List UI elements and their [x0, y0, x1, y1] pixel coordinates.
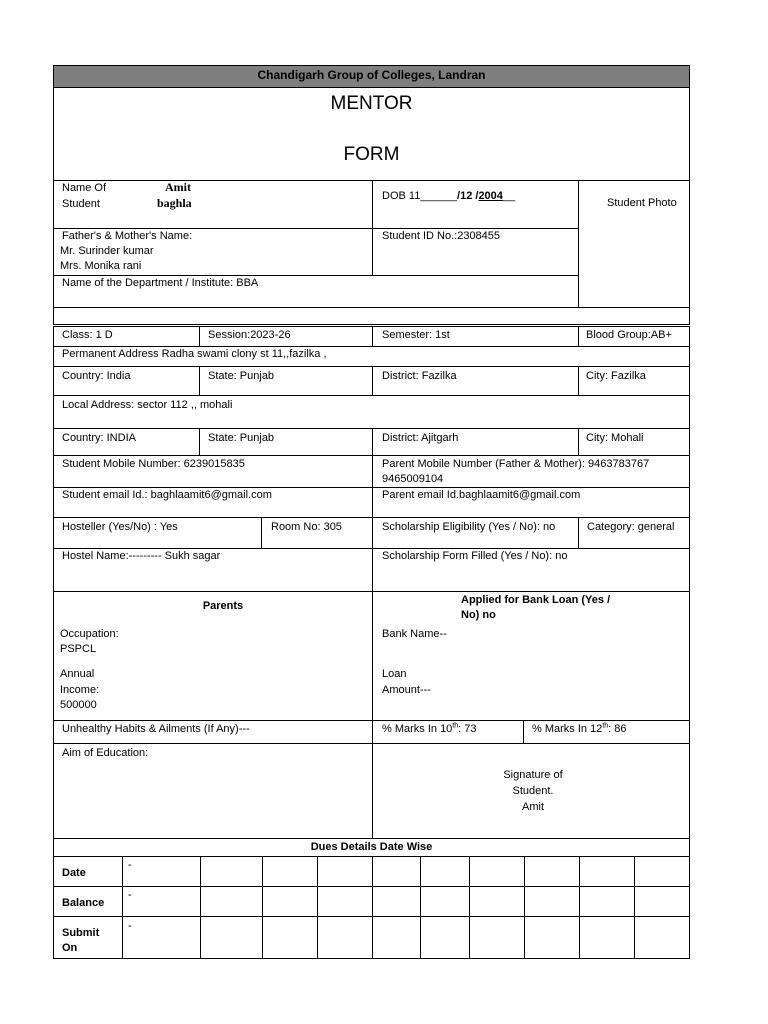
dues-label-date: Date — [62, 867, 86, 879]
signature-line3: Amit — [522, 801, 544, 813]
dues-col — [200, 856, 263, 959]
dob-field — [382, 189, 515, 204]
dues-label-submit-1: Submit — [62, 927, 100, 939]
scholarship-form: Scholarship Form Filled (Yes / No): no — [382, 550, 568, 562]
spacer-row — [53, 307, 690, 325]
marks10-value: : 73 — [458, 723, 477, 735]
college-name: Chandigarh Group of Colleges, Landran — [257, 68, 486, 82]
student-email: Student email Id.: baghlaamit6@gmail.com — [62, 489, 272, 501]
parent-email: Parent email Id.baghlaamit6@gmail.com — [382, 489, 581, 501]
category: Category: general — [587, 521, 675, 533]
dues-date-first: - — [128, 859, 132, 871]
dues-col — [420, 856, 470, 959]
loan-title-2: No) no — [461, 609, 496, 621]
income: 500000 — [60, 699, 97, 711]
dues-col — [634, 856, 690, 959]
dues-col — [469, 856, 525, 959]
blood-group: Blood Group:AB+ — [586, 329, 672, 341]
dues-col — [122, 856, 201, 959]
marks12-value: : 86 — [608, 723, 627, 735]
mentor-form — [53, 65, 690, 959]
parent-mobile-1: Parent Mobile Number (Father & Mother): 9463783767 — [382, 458, 650, 470]
permanent-state: State: Punjab — [208, 370, 275, 382]
local-city: City: Mohali — [586, 432, 644, 444]
dob-year: 2004 — [478, 190, 503, 202]
dues-col — [579, 856, 635, 959]
permanent-city: City: Fazilka — [586, 370, 646, 382]
income-label-2: Income: — [60, 684, 100, 696]
unhealthy-habits: Unhealthy Habits & Ailments (If Any)--- — [62, 723, 250, 735]
occupation-label: Occupation: — [60, 628, 119, 640]
name-label-1: Name Of — [62, 182, 107, 194]
hostel-name: Hostel Name:--------- Sukh sagar — [62, 550, 221, 562]
local-district: District: Ajitgarh — [382, 432, 459, 444]
parents-title: Parents — [202, 600, 244, 612]
loan-amount: Amount--- — [382, 684, 431, 696]
student-name-1: Amit — [165, 180, 191, 194]
student-photo-label: Student Photo — [607, 197, 677, 209]
marks12-prefix: % Marks In 12 — [532, 723, 603, 735]
dues-label-submit-2: On — [62, 942, 78, 954]
name-label-2: Student — [62, 198, 100, 210]
marks-10th — [382, 722, 477, 737]
dues-col — [524, 856, 580, 959]
room-no: Room No: 305 — [271, 521, 342, 533]
aim-label: Aim of Education: — [62, 747, 149, 759]
dob-prefix: DOB 11 — [382, 190, 421, 202]
marks10-sup: th — [452, 722, 459, 730]
dob-mid: /12 / — [457, 190, 479, 202]
dues-balance-first: - — [128, 889, 132, 901]
dues-col — [317, 856, 373, 959]
bank-name: Bank Name-- — [382, 628, 447, 640]
loan-box — [372, 591, 690, 721]
occupation: PSPCL — [60, 643, 97, 655]
local-address: Local Address: sector 112 ,, mohali — [62, 399, 233, 411]
dues-col — [372, 856, 421, 959]
student-mobile: Student Mobile Number: 6239015835 — [62, 458, 245, 470]
student-name-2: baghla — [157, 196, 192, 210]
local-state: State: Punjab — [208, 432, 275, 444]
father-name: Mr. Surinder kumar — [60, 245, 154, 257]
dob-cell — [372, 180, 579, 229]
session: Session:2023-26 — [208, 329, 291, 341]
marks-12th — [532, 722, 627, 737]
student-id: Student ID No.:2308455 — [382, 230, 501, 242]
marks12-sup: th — [602, 722, 609, 730]
form-title-line2: FORM — [343, 144, 400, 165]
dob-blank-2: __ — [502, 190, 516, 202]
permanent-district: District: Fazilka — [382, 370, 457, 382]
form-title-line1: MENTOR — [330, 93, 413, 114]
mother-name: Mrs. Monika rani — [60, 260, 142, 272]
dues-title: Dues Details Date Wise — [310, 841, 433, 853]
permanent-address: Permanent Address Radha swami clony st 11,,fazilka , — [62, 348, 327, 360]
parent-mobile-2: 9465009104 — [382, 473, 444, 485]
loan-title-1: Applied for Bank Loan (Yes / — [461, 594, 611, 606]
signature-line2: Student. — [512, 785, 554, 797]
permanent-country: Country: India — [62, 370, 131, 382]
dues-label-balance: Balance — [62, 897, 105, 909]
loan-label: Loan — [382, 668, 407, 680]
class: Class: 1 D — [62, 329, 113, 341]
dues-submit-first: - — [128, 920, 132, 932]
income-label-1: Annual — [60, 668, 95, 680]
marks10-prefix: % Marks In 10 — [382, 723, 453, 735]
dues-col — [262, 856, 318, 959]
scholarship-eligibility: Scholarship Eligibility (Yes / No): no — [382, 521, 556, 533]
parents-names-label: Father's & Mother's Name: — [62, 230, 193, 242]
department: Name of the Department / Institute: BBA — [62, 277, 259, 289]
dob-blank-1: ______ — [420, 190, 458, 202]
signature-line1: Signature of — [503, 769, 563, 781]
semester: Semester: 1st — [382, 329, 450, 341]
local-country: Country: INDIA — [62, 432, 136, 444]
hosteller: Hosteller (Yes/No) : Yes — [62, 521, 178, 533]
